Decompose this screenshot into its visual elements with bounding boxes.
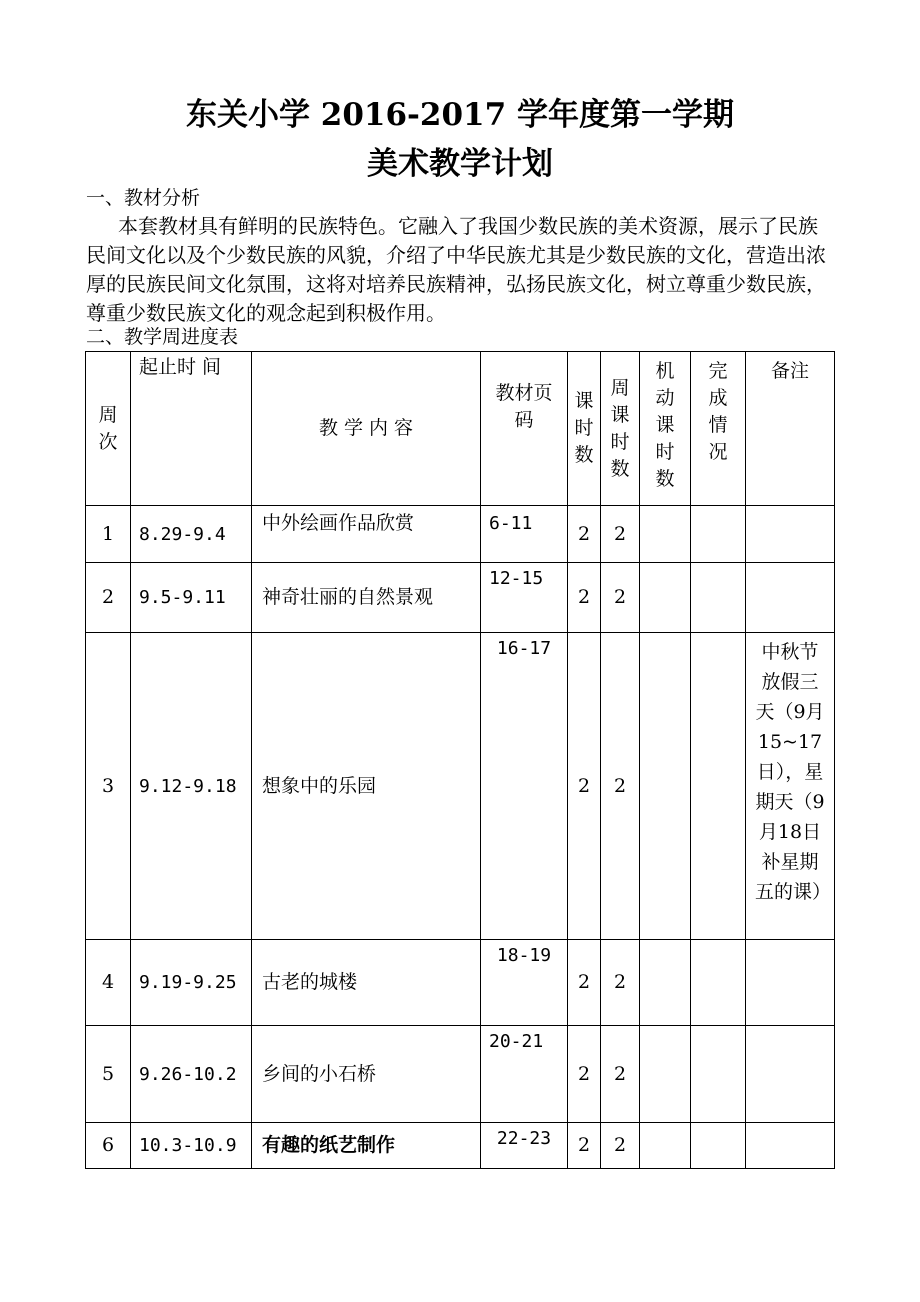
- holiday-note: 中秋节放假三天（9月15~17日），星期天（9月18日补星期五的课）: [755, 641, 832, 903]
- cell-hours: 2: [568, 1123, 601, 1169]
- cell-pages: 16-17: [481, 633, 568, 940]
- cell-content: 乡间的小石桥: [252, 1026, 481, 1123]
- cell-flex-hours: [640, 1026, 691, 1123]
- cell-week-hours: 2: [601, 1123, 640, 1169]
- cell-status: [691, 1123, 746, 1169]
- cell-content: 古老的城楼: [252, 940, 481, 1026]
- cell-week: 3: [86, 633, 131, 940]
- section-heading-schedule: 二、教学周进度表: [86, 326, 239, 348]
- cell-notes: [746, 506, 835, 563]
- page-title-line1: 东关小学 2016-2017 学年度第一学期: [185, 97, 734, 133]
- cell-flex-hours: [640, 506, 691, 563]
- cell-content: 有趣的纸艺制作: [252, 1123, 481, 1169]
- header-content: 教 学 内 容: [252, 352, 481, 506]
- cell-flex-hours: [640, 563, 691, 633]
- cell-dates: 10.3-10.9: [131, 1123, 252, 1169]
- cell-week-hours: 2: [601, 940, 640, 1026]
- cell-pages: 12-15: [481, 563, 568, 633]
- cell-flex-hours: [640, 633, 691, 940]
- cell-week: 5: [86, 1026, 131, 1123]
- cell-pages: 22-23: [481, 1123, 568, 1169]
- cell-hours: 2: [568, 940, 601, 1026]
- header-status: 完成情况: [691, 352, 746, 506]
- cell-status: [691, 1026, 746, 1123]
- cell-week-hours: 2: [601, 506, 640, 563]
- cell-dates: 9.12-9.18: [131, 633, 252, 940]
- header-hours: 课时数: [568, 352, 601, 506]
- cell-status: [691, 506, 746, 563]
- cell-week: 1: [86, 506, 131, 563]
- page-title-line2: 美术教学计划: [367, 146, 553, 182]
- cell-week-hours: 2: [601, 563, 640, 633]
- schedule-table: [85, 351, 835, 1169]
- cell-status: [691, 563, 746, 633]
- header-pages: 教材页码: [481, 352, 568, 506]
- header-notes: 备注: [746, 352, 835, 506]
- cell-notes: [746, 563, 835, 633]
- table-row: [86, 563, 835, 633]
- cell-hours: 2: [568, 633, 601, 940]
- cell-flex-hours: [640, 1123, 691, 1169]
- cell-dates: 8.29-9.4: [131, 506, 252, 563]
- table-row: [86, 506, 835, 563]
- cell-notes: [746, 1026, 835, 1123]
- cell-notes: [746, 1123, 835, 1169]
- header-week-hours: 周课时数: [601, 352, 640, 506]
- cell-status: [691, 633, 746, 940]
- cell-content: 神奇壮丽的自然景观: [252, 563, 481, 633]
- header-time: 起止时 间: [131, 352, 252, 506]
- table-row: [86, 633, 835, 940]
- table-header-row: [86, 352, 835, 506]
- cell-week: 4: [86, 940, 131, 1026]
- table-row: [86, 1026, 835, 1123]
- cell-week: 6: [86, 1123, 131, 1169]
- cell-hours: 2: [568, 506, 601, 563]
- cell-hours: 2: [568, 1026, 601, 1123]
- cell-content: 想象中的乐园: [252, 633, 481, 940]
- section-heading-analysis: 一、教材分析: [86, 187, 201, 209]
- cell-notes: [746, 633, 835, 940]
- cell-week-hours: 2: [601, 1026, 640, 1123]
- cell-pages: 6-11: [481, 506, 568, 563]
- cell-content: 中外绘画作品欣赏: [252, 506, 481, 563]
- cell-week-hours: 2: [601, 633, 640, 940]
- cell-pages: 18-19: [481, 940, 568, 1026]
- header-week: 周次: [86, 352, 131, 506]
- cell-status: [691, 940, 746, 1026]
- cell-notes: [746, 940, 835, 1026]
- header-flex-hours: 机动课时数: [640, 352, 691, 506]
- cell-week: 2: [86, 563, 131, 633]
- section-paragraph-analysis: 本套教材具有鲜明的民族特色。它融入了我国少数民族的美术资源，展示了民族民间文化以及个少数民族的风貌，介绍了中华民族尤其是少数民族的文化，营造出浓厚的民族民间文化氛围，这将对培养民族精神，弘扬民族文化，树立尊重少数民族，尊重少数民族文化的观念起到积极作用。: [86, 214, 826, 325]
- cell-dates: 9.5-9.11: [131, 563, 252, 633]
- table-row: [86, 940, 835, 1026]
- cell-dates: 9.19-9.25: [131, 940, 252, 1026]
- cell-pages: 20-21: [481, 1026, 568, 1123]
- cell-hours: 2: [568, 563, 601, 633]
- cell-dates: 9.26-10.2: [131, 1026, 252, 1123]
- cell-flex-hours: [640, 940, 691, 1026]
- table-row: [86, 1123, 835, 1169]
